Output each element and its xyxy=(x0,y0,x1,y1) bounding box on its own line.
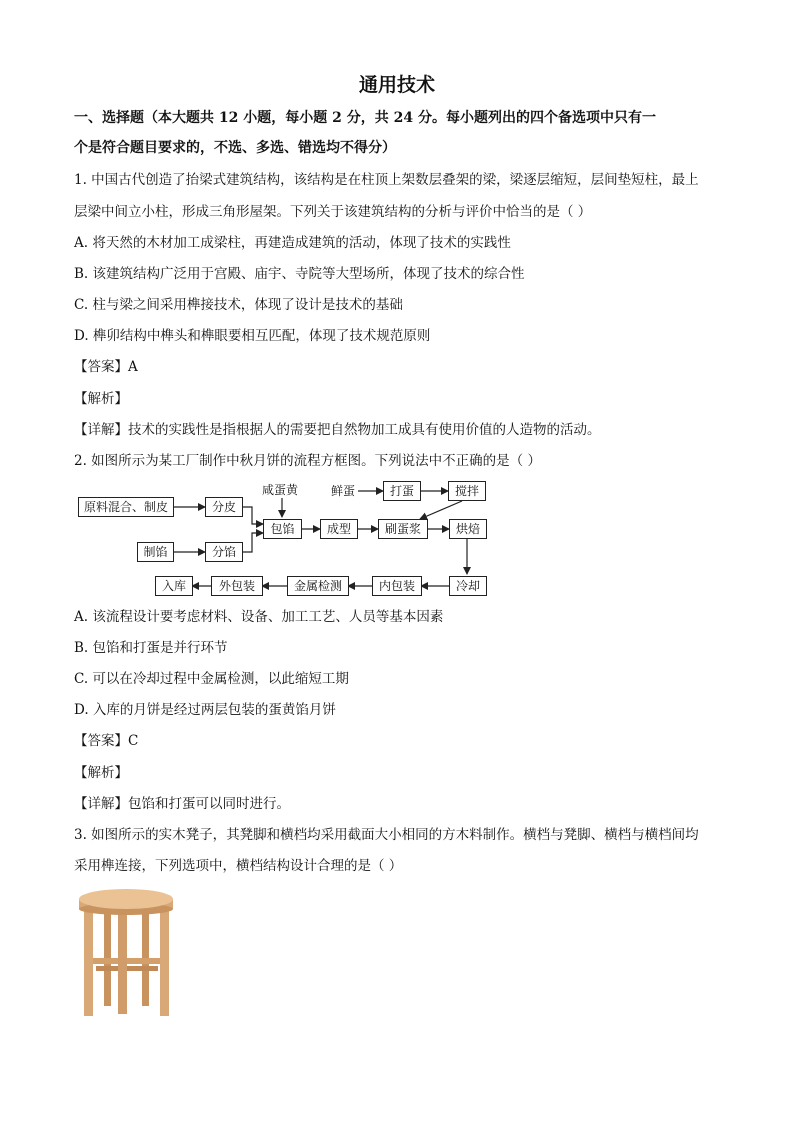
q2-stem: 2. 如图所示为某工厂制作中秋月饼的流程方框图。下列说法中不正确的是（ ） xyxy=(74,453,541,469)
q2-option-d: D. 入库的月饼是经过两层包装的蛋黄馅月饼 xyxy=(74,702,336,718)
q3-stem-line1: 3. 如图所示的实木凳子，其凳脚和横档均采用截面大小相同的方木料制作。横档与凳脚、横档与横档间均 xyxy=(74,827,699,843)
flow-label-yolk: 咸蛋黄 xyxy=(262,483,299,497)
q1-stem-line2: 层梁中间立小柱，形成三角形屋架。下列关于该建筑结构的分析与评价中恰当的是（ ） xyxy=(74,204,592,220)
flow-box-jinshu: 金属检测 xyxy=(287,576,349,596)
flow-box-baoxian: 包馅 xyxy=(263,519,302,539)
q2-option-a: A. 该流程设计要考虑材料、设备、加工工艺、人员等基本因素 xyxy=(74,609,444,625)
flow-box-raw: 原料混合、制皮 xyxy=(78,497,174,517)
flow-box-fenpi: 分皮 xyxy=(205,497,243,517)
q1-analysis: 【解析】 xyxy=(74,391,128,407)
flow-box-honbei: 烘焙 xyxy=(449,519,487,539)
wooden-stool-image xyxy=(76,886,176,1018)
flow-box-zhixian: 制馅 xyxy=(137,542,174,562)
q1-stem-line1: 1. 中国古代创造了抬梁式建筑结构，该结构是在柱顶上架数层叠架的梁，梁逐层缩短，层间垫短柱，最上 xyxy=(74,172,699,188)
arrow-fenxian-to-baoxian xyxy=(242,533,263,552)
q1-detail: 【详解】技术的实践性是指根据人的需要把自然物加工成具有使用价值的人造物的活动。 xyxy=(74,422,601,438)
flow-box-ruku: 入库 xyxy=(155,576,193,596)
q2-answer: 【答案】C xyxy=(74,733,139,749)
q3-stem-line2: 采用榫连接，下列选项中，横档结构设计合理的是（ ） xyxy=(74,858,403,874)
flow-box-dadan: 打蛋 xyxy=(383,481,421,501)
flow-box-neibaozhuang: 内包装 xyxy=(372,576,422,596)
q1-option-b: B. 该建筑结构广泛用于宫殿、庙宇、寺院等大型场所，体现了技术的综合性 xyxy=(74,266,525,282)
flow-box-chengxing: 成型 xyxy=(320,519,358,539)
arrow-jiaoban-to-shuadanjiang xyxy=(420,501,462,519)
page-title: 通用技术 xyxy=(358,74,435,96)
q1-answer: 【答案】A xyxy=(74,359,138,375)
q2-detail: 【详解】包馅和打蛋可以同时进行。 xyxy=(74,796,290,812)
flow-box-shuadanjiang: 刷蛋浆 xyxy=(378,519,428,539)
q1-option-a: A. 将天然的木材加工成梁柱，再建造成建筑的活动，体现了技术的实践性 xyxy=(74,235,511,251)
q1-option-d: D. 榫卯结构中榫头和榫眼要相互匹配，体现了技术规范原则 xyxy=(74,328,431,344)
q1-option-c: C. 柱与梁之间采用榫接技术，体现了设计是技术的基础 xyxy=(74,297,403,313)
q2-option-b: B. 包馅和打蛋是并行环节 xyxy=(74,640,228,656)
flow-box-fenxian: 分馅 xyxy=(205,542,243,562)
q2-analysis: 【解析】 xyxy=(74,765,128,781)
section-heading-line2: 个是符合题目要求的，不选、多选、错选均不得分） xyxy=(74,140,396,156)
section-heading-line1: 一、选择题（本大题共 12 小题，每小题 2 分，共 24 分。每小题列出的四个备选项中只有一 xyxy=(74,110,656,126)
flow-box-jiaoban: 搅拌 xyxy=(448,481,486,501)
q2-option-c: C. 可以在冷却过程中金属检测，以此缩短工期 xyxy=(74,671,349,687)
flow-label-egg: 鲜蛋 xyxy=(331,484,356,498)
arrow-fenpi-to-baoxian xyxy=(242,507,263,524)
flow-box-lengque: 冷却 xyxy=(449,576,487,596)
flow-box-waibaozhuang: 外包装 xyxy=(211,576,263,596)
